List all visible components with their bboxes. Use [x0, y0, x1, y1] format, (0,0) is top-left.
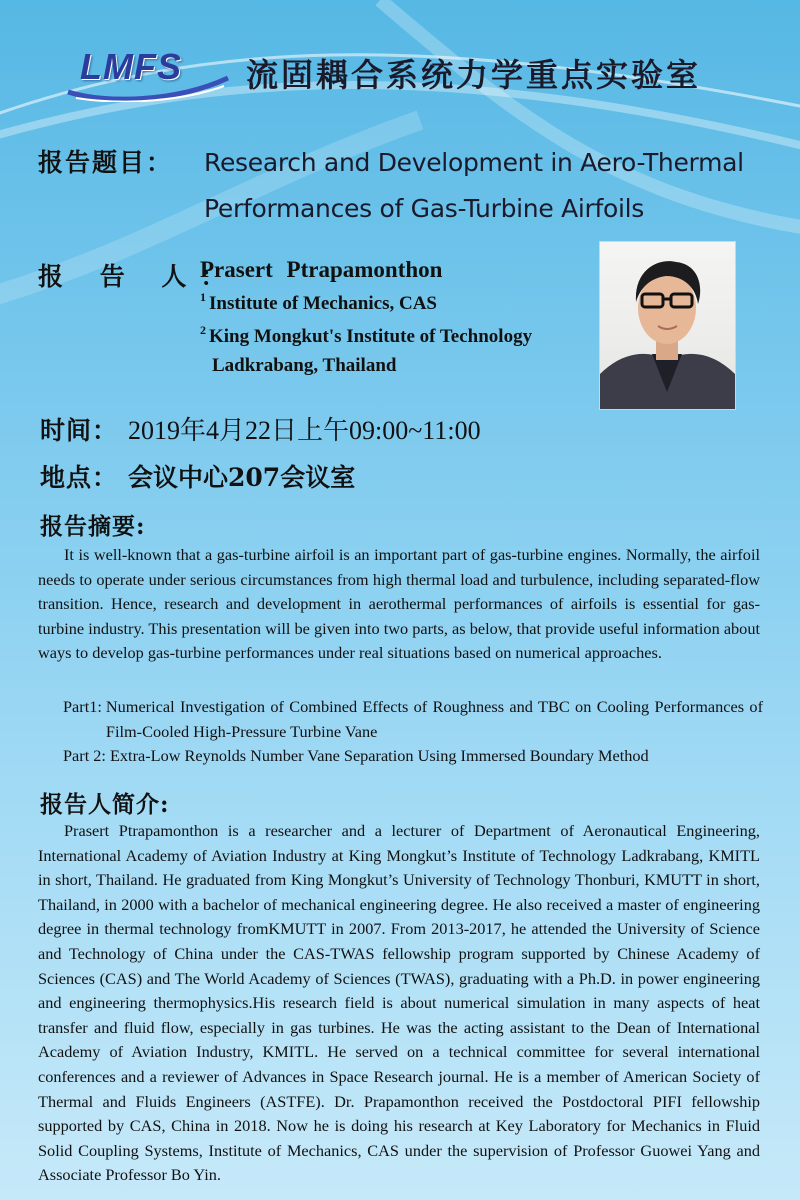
time-label: 时间： [40, 416, 119, 445]
place-label: 地点： [40, 463, 119, 492]
abstract-text [38, 543, 760, 666]
part-2-text: Extra-Low Reynolds Number Vane Separation Using Immersed Boundary Method [109, 746, 649, 766]
talk-title [204, 140, 774, 232]
speaker-photo [600, 242, 735, 409]
part-2 [63, 744, 763, 769]
abstract-parts [63, 695, 763, 769]
affiliation-2: $^2$ King Mongkut's Institute of Technology [200, 323, 533, 347]
abstract-paragraph: It is well-known that a gas-turbine airfoil is an important part of gas-turbine engines. Normally, the airfoil needs to operate under serious circumstances from high thermal load and turbulence, including separated-flow transition. Hence, research and development in aerothermal performances of airfoils is essential for gas-turbine industry. This presentation will be given into two parts, as below, that provide useful information about ways to develop gas-turbine performances under real situations based on numerical approaches. [38, 545, 760, 663]
logo-text: LMFS [80, 46, 182, 87]
place-line [40, 458, 355, 494]
bio-paragraph: Prasert Ptrapamonthon is a researcher and a lecturer of Department of Aeronautical Engineering, International Academy of Aviation Industry at King Mongkut’s Institute of Technology Ladkrabang, KMITL in short, Thailand. He graduated from King Mongkut’s University of Technology Thonburi, KMUTT in short, Thailand, in 2000 with a bachelor of mechanical engineering degree. He also received a master of engineering degree in thermal technology fromKMUTT in 2007. From 2013-2017, he attended the University of Science and Technology of China under the CAS-TWAS fellowship program supported by Chinese Academy of Sciences (CAS) and The World Academy of Sciences (TWAS), graduating with a Ph.D. in power engineering and engineering thermophysics.His research field is about numerical simulation in many aspects of heat transfer and fluid flow, especially in gas turbines. He was the acting assistant to the Dean of International Academy of Aviation Industry, KMITL. He served on a technical committee for several international conferences and a reviewer of Advances in Space Research journal. He is a member of American Society of Thermal and Fluids Engineers (ASTFE). Dr. Prapamonthon received the Postdoctoral PIFI fellowship supported by CAS, China in 2018. Now he is doing his research at Key Laboratory for Mechanics in Fluid Solid Coupling Systems, Institute of Mechanics, CAS under the supervision of Professor Guowei Yang and Associate Professor Bo Yin. [38, 821, 760, 1185]
place-value: 会议中心207会议室 [128, 463, 356, 492]
bio-heading: 报告人简介: [40, 791, 170, 818]
abstract-heading: 报告摘要: [40, 513, 146, 540]
lab-name: 流固耦合系统力学重点实验室 [246, 56, 702, 94]
part-2-label: Part 2: [63, 746, 106, 766]
affiliation-1: $^1$ Institute of Mechanics, CAS [200, 290, 437, 314]
part-1-text: Numerical Investigation of Combined Effects of Roughness and TBC on Cooling Performances of Film-Cooled High-Pressure Turbine Vane [105, 697, 763, 741]
time-line [40, 410, 481, 447]
part-1-label: Part1: [63, 697, 102, 716]
bio-text [38, 819, 760, 1188]
part-1 [63, 695, 763, 744]
speaker-name: Prasert Ptrapamonthon [200, 257, 443, 282]
lmfs-logo [66, 44, 230, 100]
header [66, 44, 766, 104]
affiliation-2-line-2: Ladkrabang, Thailand [212, 355, 397, 376]
speaker-label: 报 告 人： [38, 262, 240, 291]
title-label: 报告题目： [38, 148, 174, 177]
talk-title-line-2: Performances of Gas-Turbine Airfoils [204, 194, 645, 223]
time-value: 2019年4月22日上午09:00~11:00 [128, 416, 481, 445]
talk-title-line-1: Research and Development in Aero-Thermal [204, 148, 744, 177]
